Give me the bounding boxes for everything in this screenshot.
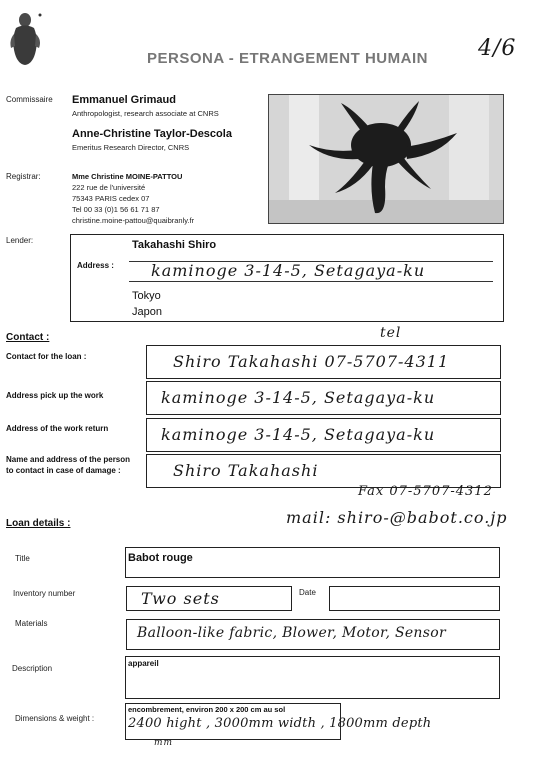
damage-contact-field[interactable]: Shiro Takahashi	[146, 454, 501, 488]
materials-label: Materials	[15, 619, 48, 628]
fax-note-handwritten: Fax 07-5707-4312	[358, 484, 493, 499]
commissaire-name-2: Anne-Christine Taylor-Descola	[72, 128, 232, 140]
registrar-line-3: Tel 00 33 (0)1 56 61 71 87	[72, 205, 160, 214]
museum-figurine-logo	[6, 10, 46, 68]
page-number-handwritten: 4/6	[478, 36, 517, 61]
registrar-line-1: 222 rue de l'université	[72, 183, 146, 192]
materials-field[interactable]: Balloon-like fabric, Blower, Motor, Sensor	[126, 619, 500, 650]
address-line-bottom	[129, 281, 493, 282]
title-field[interactable]: Babot rouge	[125, 547, 500, 578]
pickup-address-label: Address pick up the work	[6, 391, 104, 400]
registrar-line-2: 75343 PARIS cedex 07	[72, 194, 150, 203]
registrar-line-4: christine.moine-pattou@quaibranly.fr	[72, 216, 195, 225]
contact-loan-label: Contact for the loan :	[6, 352, 87, 361]
date-field[interactable]	[329, 586, 500, 611]
loan-details-heading: Loan details :	[6, 518, 71, 529]
lender-country: Japon	[132, 306, 162, 318]
dimensions-field[interactable]: encombrement, environ 200 x 200 cm au sol	[125, 703, 341, 740]
lender-city: Tokyo	[132, 290, 161, 302]
lender-box	[70, 234, 504, 322]
lender-address-label: Address :	[77, 261, 114, 270]
dimensions-handwritten: 2400 hight , 3000mm width , 1800mm depth	[128, 716, 432, 731]
description-field[interactable]: appareil	[125, 656, 500, 699]
mail-note-handwritten: mail: shiro-@babot.co.jp	[286, 508, 508, 527]
lender-address-handwritten[interactable]: kaminoge 3-14-5, Setagaya-ku	[151, 261, 426, 280]
description-label: Description	[12, 664, 53, 673]
lender-name: Takahashi Shiro	[132, 239, 217, 251]
contact-heading: Contact :	[6, 332, 50, 343]
artwork-photo	[269, 95, 503, 223]
title-label: Title	[15, 554, 30, 563]
commissaire-role-2: Emeritus Research Director, CNRS	[72, 143, 190, 152]
dimensions-unit-note: mm	[154, 738, 174, 748]
tel-note-handwritten: tel	[380, 325, 402, 341]
registrar-label: Registrar:	[6, 172, 41, 181]
page-title: PERSONA - ETRANGEMENT HUMAIN	[147, 50, 428, 67]
lender-label: Lender:	[6, 236, 34, 245]
commissaire-role-1: Anthropologist, research associate at CNRS	[72, 109, 219, 118]
artwork-photo-frame	[268, 94, 504, 224]
contact-loan-field[interactable]: Shiro Takahashi 07-5707-4311	[146, 345, 501, 379]
return-address-label: Address of the work return	[6, 424, 109, 433]
commissaire-label: Commissaire	[6, 95, 53, 104]
date-label: Date	[299, 588, 316, 597]
commissaire-name-1: Emmanuel Grimaud	[72, 94, 176, 106]
damage-contact-label: Name and address of the person to contact in case of damage :	[6, 455, 131, 475]
dimensions-weight-label: Dimensions & weight :	[15, 714, 95, 723]
pickup-address-field[interactable]: kaminoge 3-14-5, Setagaya-ku	[146, 381, 501, 415]
inventory-number-field[interactable]: Two sets	[126, 586, 292, 611]
registrar-name: Mme Christine MOINE-PATTOU	[72, 172, 183, 181]
inventory-number-label: Inventory number	[13, 589, 76, 598]
return-address-field[interactable]: kaminoge 3-14-5, Setagaya-ku	[146, 418, 501, 452]
